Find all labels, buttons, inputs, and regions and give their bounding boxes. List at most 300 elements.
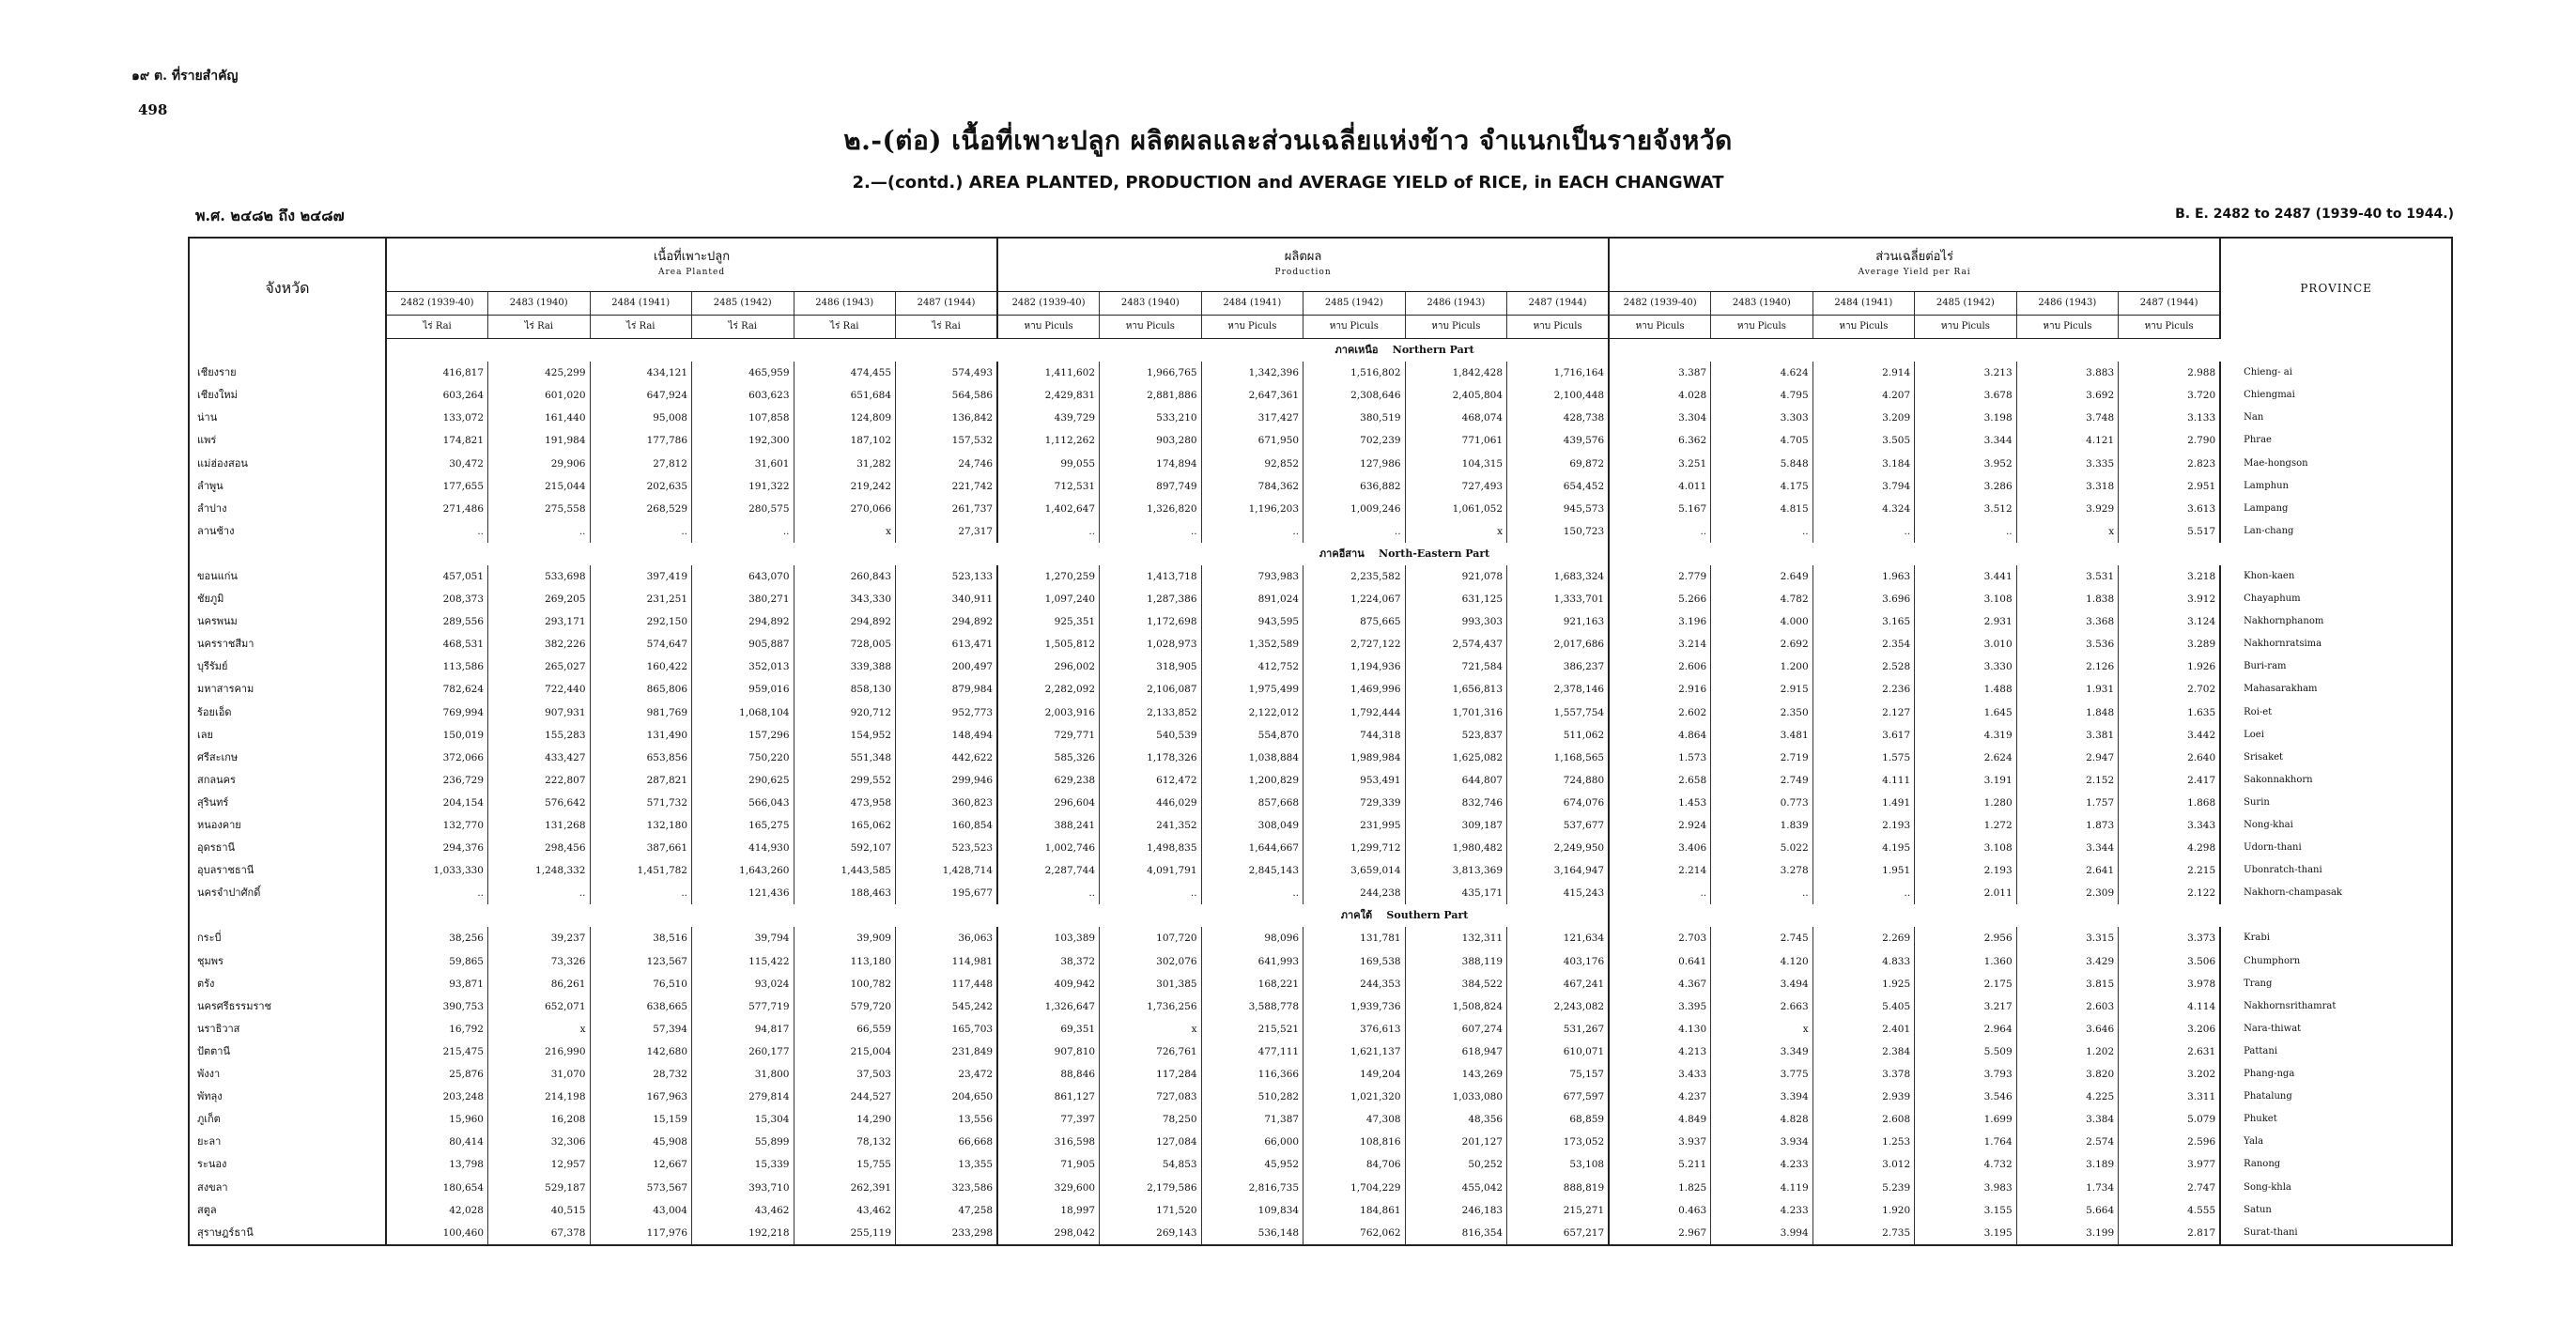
yield-cell: 4.828 [1711, 1108, 1813, 1131]
production-cell: .. [997, 882, 1100, 904]
production-cell: 308,049 [1201, 814, 1303, 837]
unit-header: หาบ Piculs [1100, 316, 1202, 339]
area-cell: 601,020 [488, 384, 591, 407]
yield-cell: 2.193 [1812, 814, 1915, 837]
production-cell: 380,519 [1303, 407, 1406, 429]
production-cell: 1,736,256 [1100, 995, 1202, 1018]
area-cell: 131,268 [488, 814, 591, 837]
province-name-th: สุรินทร์ [197, 795, 229, 809]
area-cell: 191,984 [488, 429, 591, 452]
production-cell: 702,239 [1303, 429, 1406, 452]
production-cell: 71,905 [997, 1153, 1100, 1176]
production-cell: 2,282,092 [997, 678, 1100, 701]
production-cell: 121,634 [1507, 927, 1610, 949]
yield-cell: 4.111 [1812, 769, 1915, 792]
year-header: 2487 (1944) [896, 292, 998, 316]
yield-cell: 3.429 [2016, 950, 2119, 973]
production-cell: 607,274 [1405, 1018, 1507, 1040]
table-row [189, 1176, 2452, 1198]
unit-header: หาบ Piculs [2016, 316, 2119, 339]
region-row [189, 543, 2452, 565]
table-row [189, 973, 2452, 995]
area-cell: 261,737 [896, 498, 998, 520]
yield-cell: 3.209 [1812, 407, 1915, 429]
area-cell: 468,531 [386, 633, 488, 655]
province-name-th: น่าน [197, 411, 218, 424]
area-cell: 222,807 [488, 769, 591, 792]
area-cell: 1,248,332 [488, 859, 591, 882]
yield-cell: 4.130 [1609, 1018, 1711, 1040]
area-cell: 265,027 [488, 655, 591, 678]
area-cell: 203,248 [386, 1086, 488, 1108]
unit-header: หาบ Piculs [1303, 316, 1406, 339]
yield-cell: 3.506 [2119, 950, 2221, 973]
yield-cell: 5.211 [1609, 1153, 1711, 1176]
production-cell: 412,752 [1201, 655, 1303, 678]
unit-header: หาบ Piculs [1915, 316, 2017, 339]
table-row [189, 995, 2452, 1018]
area-cell: 573,567 [590, 1176, 692, 1198]
yield-cell: 2.749 [1711, 769, 1813, 792]
yield-cell: 1.734 [2016, 1176, 2119, 1198]
yield-cell: 4.555 [2119, 1199, 2221, 1222]
production-cell: 1,038,884 [1201, 747, 1303, 769]
production-cell: 1,557,754 [1507, 701, 1610, 724]
area-cell: 457,051 [386, 565, 488, 588]
production-cell: 793,983 [1201, 565, 1303, 588]
production-cell: x [1100, 1018, 1202, 1040]
yield-cell: 3.202 [2119, 1063, 2221, 1086]
production-cell: 66,000 [1201, 1131, 1303, 1153]
production-cell: 201,127 [1405, 1131, 1507, 1153]
province-name-th: ศรีสะเกษ [197, 750, 239, 763]
area-cell: 339,388 [794, 655, 896, 678]
yield-cell: 1.360 [1915, 950, 2017, 973]
production-cell: 2,235,582 [1303, 565, 1406, 588]
yield-cell: 2.350 [1711, 701, 1813, 724]
region-spacer [189, 543, 386, 565]
area-cell: 117,976 [590, 1222, 692, 1245]
production-cell: 48,356 [1405, 1108, 1507, 1131]
area-cell: 323,586 [896, 1176, 998, 1198]
year-header: 2486 (1943) [2016, 292, 2119, 316]
area-cell: 39,909 [794, 927, 896, 949]
area-cell: 29,906 [488, 452, 591, 474]
province-name-en: Nan [2220, 407, 2452, 429]
province-th-header: จังหวัด [265, 279, 310, 298]
table-row [189, 452, 2452, 474]
yield-cell: 5.405 [1812, 995, 1915, 1018]
yield-cell: 1.575 [1812, 747, 1915, 769]
province-name-en: Srisaket [2220, 747, 2452, 769]
unit-header: ไร่ Rai [488, 316, 591, 339]
province-name-th: ตรัง [197, 977, 215, 990]
unit-header: หาบ Piculs [997, 316, 1100, 339]
table-row [189, 814, 2452, 837]
yield-cell: 3.278 [1711, 859, 1813, 882]
production-cell: 116,366 [1201, 1063, 1303, 1086]
production-cell: 98,096 [1201, 927, 1303, 949]
area-cell: 12,957 [488, 1153, 591, 1176]
yield-cell: 3.165 [1812, 610, 1915, 633]
area-cell: 244,527 [794, 1086, 896, 1108]
table-row [189, 882, 2452, 904]
yield-cell: 3.794 [1812, 475, 1915, 498]
area-cell: .. [386, 882, 488, 904]
region-label [1201, 904, 1609, 927]
production-cell: 1,683,324 [1507, 565, 1610, 588]
unit-header: ไร่ Rai [386, 316, 488, 339]
area-cell: 15,339 [692, 1153, 794, 1176]
yield-cell: 3.720 [2119, 384, 2221, 407]
area-cell: 523,133 [896, 565, 998, 588]
yield-cell: 2.401 [1812, 1018, 1915, 1040]
production-cell: 921,163 [1507, 610, 1610, 633]
production-cell: 468,074 [1405, 407, 1507, 429]
area-cell: 280,575 [692, 498, 794, 520]
production-cell: 1,326,647 [997, 995, 1100, 1018]
yield-cell: 1.280 [1915, 792, 2017, 814]
yield-cell: 2.988 [2119, 362, 2221, 384]
area-cell: 270,066 [794, 498, 896, 520]
area-cell: 215,004 [794, 1040, 896, 1063]
area-cell: 299,946 [896, 769, 998, 792]
province-name-th: แม่ฮ่องสอน [197, 456, 248, 470]
yield-cell: 2.126 [2016, 655, 2119, 678]
province-name-en: Phatalung [2220, 1086, 2452, 1108]
area-cell: 57,394 [590, 1018, 692, 1040]
area-cell: 43,462 [794, 1199, 896, 1222]
yield-cell: 2.152 [2016, 769, 2119, 792]
area-cell: 76,510 [590, 973, 692, 995]
production-cell: 744,318 [1303, 724, 1406, 747]
table-row [189, 950, 2452, 973]
province-en-header: PROVINCE [2220, 238, 2452, 339]
yield-cell: 3.815 [2016, 973, 2119, 995]
year-range-english: B. E. 2482 to 2487 (1939-40 to 1944.) [2175, 207, 2454, 222]
yield-cell: 2.602 [1609, 701, 1711, 724]
production-cell: 531,267 [1507, 1018, 1610, 1040]
area-cell: 293,171 [488, 610, 591, 633]
area-cell: .. [692, 520, 794, 543]
area-cell: 195,677 [896, 882, 998, 904]
area-cell: x [488, 1018, 591, 1040]
production-cell: 724,880 [1507, 769, 1610, 792]
area-cell: 28,732 [590, 1063, 692, 1086]
yield-cell: 4.237 [1609, 1086, 1711, 1108]
province-name-th: ระนอง [197, 1158, 227, 1171]
province-name-th: เลย [197, 728, 213, 741]
production-cell: 1,352,589 [1201, 633, 1303, 655]
production-cell: 816,354 [1405, 1222, 1507, 1245]
area-cell: 865,806 [590, 678, 692, 701]
area-cell: 66,668 [896, 1131, 998, 1153]
table-row [189, 384, 2452, 407]
production-cell: 2,017,686 [1507, 633, 1610, 655]
area-cell: 14,290 [794, 1108, 896, 1131]
area-cell: 95,008 [590, 407, 692, 429]
production-cell: 537,677 [1507, 814, 1610, 837]
yield-cell: 1.838 [2016, 588, 2119, 610]
yield-cell: 1.491 [1812, 792, 1915, 814]
area-cell: 298,456 [488, 837, 591, 859]
province-name-en: Nara-thiwat [2220, 1018, 2452, 1040]
year-header: 2487 (1944) [2119, 292, 2221, 316]
area-cell: 231,251 [590, 588, 692, 610]
area-cell: 564,586 [896, 384, 998, 407]
production-cell: 523,837 [1405, 724, 1507, 747]
production-cell: 629,238 [997, 769, 1100, 792]
production-cell: 99,055 [997, 452, 1100, 474]
production-cell: 585,326 [997, 747, 1100, 769]
production-cell: 296,002 [997, 655, 1100, 678]
yield-cell: 3.330 [1915, 655, 2017, 678]
area-cell: 25,876 [386, 1063, 488, 1086]
yield-cell: 2.631 [2119, 1040, 2221, 1063]
production-cell: 53,108 [1507, 1153, 1610, 1176]
production-cell: 2,003,916 [997, 701, 1100, 724]
production-cell: 69,872 [1507, 452, 1610, 474]
yield-cell: 5.022 [1711, 837, 1813, 859]
yield-cell: 4.849 [1609, 1108, 1711, 1131]
production-cell: 1,178,326 [1100, 747, 1202, 769]
province-name-en: Song-khla [2220, 1176, 2452, 1198]
yield-cell: 3.124 [2119, 610, 2221, 633]
province-name-en: Lan-chang [2220, 520, 2452, 543]
province-name-en: Pattani [2220, 1040, 2452, 1063]
yield-cell: 3.304 [1609, 407, 1711, 429]
yield-cell: 1.699 [1915, 1108, 2017, 1131]
area-cell: 13,355 [896, 1153, 998, 1176]
table-row [189, 407, 2452, 429]
unit-header: ไร่ Rai [590, 316, 692, 339]
yield-cell: 3.748 [2016, 407, 2119, 429]
production-cell: 729,771 [997, 724, 1100, 747]
table-row [189, 1199, 2452, 1222]
area-cell: 1,068,104 [692, 701, 794, 724]
area-cell: 100,460 [386, 1222, 488, 1245]
production-cell: 388,119 [1405, 950, 1507, 973]
yield-cell: 4.028 [1609, 384, 1711, 407]
yield-group-header [1609, 238, 2220, 292]
area-cell: 121,436 [692, 882, 794, 904]
production-cell: 69,351 [997, 1018, 1100, 1040]
area-cell: 551,348 [794, 747, 896, 769]
yield-cell: 3.189 [2016, 1153, 2119, 1176]
area-cell: 566,043 [692, 792, 794, 814]
yield-cell: 1.573 [1609, 747, 1711, 769]
production-cell: 1,704,229 [1303, 1176, 1406, 1198]
province-name-en: Nakhorn-champasak [2220, 882, 2452, 904]
area-cell: 67,378 [488, 1222, 591, 1245]
production-cell: 1,842,428 [1405, 362, 1507, 384]
production-cell: 727,493 [1405, 475, 1507, 498]
area-cell: 15,960 [386, 1108, 488, 1131]
production-cell: 467,241 [1507, 973, 1610, 995]
province-name-en: Sakonnakhorn [2220, 769, 2452, 792]
province-name-en: Mahasarakham [2220, 678, 2452, 701]
area-cell: 202,635 [590, 475, 692, 498]
area-cell: 192,218 [692, 1222, 794, 1245]
yield-cell: 2.735 [1812, 1222, 1915, 1245]
yield-cell: 1.926 [2119, 655, 2221, 678]
area-cell: 200,497 [896, 655, 998, 678]
province-name-th: นครพนม [197, 615, 238, 628]
yield-cell: 3.196 [1609, 610, 1711, 633]
province-name-en: Nakhornsrithamrat [2220, 995, 2452, 1018]
yield-cell: 4.207 [1812, 384, 1915, 407]
area-cell: 31,800 [692, 1063, 794, 1086]
province-name-th: ลำปาง [197, 501, 227, 515]
yield-cell: 3.994 [1711, 1222, 1813, 1245]
production-cell: 1,402,647 [997, 498, 1100, 520]
yield-cell: 1.848 [2016, 701, 2119, 724]
rice-statistics-table [188, 237, 2453, 1246]
region-spacer [1609, 339, 2452, 362]
province-name-en: Phang-nga [2220, 1063, 2452, 1086]
area-cell: 343,330 [794, 588, 896, 610]
production-cell: 1,172,698 [1100, 610, 1202, 633]
area-cell: 187,102 [794, 429, 896, 452]
area-cell: 114,981 [896, 950, 998, 973]
production-cell: x [1405, 520, 1507, 543]
area-cell: 47,258 [896, 1199, 998, 1222]
yield-cell: 2.384 [1812, 1040, 1915, 1063]
area-cell: 231,849 [896, 1040, 998, 1063]
yield-cell: 2.624 [1915, 747, 2017, 769]
production-cell: 1,966,765 [1100, 362, 1202, 384]
production-cell: 246,183 [1405, 1199, 1507, 1222]
region-spacer [386, 543, 1201, 565]
title-thai: ๒.-(ต่อ) เนื้อที่เพาะปลูก ผลิตผลและส่วนเฉลี่ยแห่งข้าว จำแนกเป็นรายจังหวัด [843, 125, 1733, 156]
production-cell: 435,171 [1405, 882, 1507, 904]
area-cell: 233,298 [896, 1222, 998, 1245]
production-cell: 92,852 [1201, 452, 1303, 474]
table-row [189, 1018, 2452, 1040]
area-cell: 31,282 [794, 452, 896, 474]
yield-cell: 2.215 [2119, 859, 2221, 882]
yield-cell: 4.324 [1812, 498, 1915, 520]
region-label [1201, 339, 1609, 362]
yield-cell: .. [1812, 520, 1915, 543]
yield-cell: 4.114 [2119, 995, 2221, 1018]
production-cell: 875,665 [1303, 610, 1406, 633]
production-cell: 215,271 [1507, 1199, 1610, 1222]
area-cell: 174,821 [386, 429, 488, 452]
province-name-th: พัทลุง [197, 1090, 223, 1103]
area-cell: 132,770 [386, 814, 488, 837]
area-cell: 433,427 [488, 747, 591, 769]
area-cell: 271,486 [386, 498, 488, 520]
production-cell: 1,168,565 [1507, 747, 1610, 769]
area-cell: 465,959 [692, 362, 794, 384]
area-cell: 652,071 [488, 995, 591, 1018]
yield-cell: 4.319 [1915, 724, 2017, 747]
area-cell: .. [488, 882, 591, 904]
yield-cell: 2.574 [2016, 1131, 2119, 1153]
yield-cell: 2.916 [1609, 678, 1711, 701]
production-cell: 1,792,444 [1303, 701, 1406, 724]
production-cell: 510,282 [1201, 1086, 1303, 1108]
yield-cell: 3.335 [2016, 452, 2119, 474]
yield-cell: 3.191 [1915, 769, 2017, 792]
yield-cell: 5.167 [1609, 498, 1711, 520]
production-group-th: ผลิตผล [1284, 250, 1322, 264]
yield-cell: 3.155 [1915, 1199, 2017, 1222]
province-name-en: Chieng- ai [2220, 362, 2452, 384]
area-cell: 1,443,585 [794, 859, 896, 882]
production-cell: 103,389 [997, 927, 1100, 949]
table-row [189, 1086, 2452, 1108]
yield-cell: 3.368 [2016, 610, 2119, 633]
year-header: 2484 (1941) [590, 292, 692, 316]
area-cell: 268,529 [590, 498, 692, 520]
yield-cell: 1.202 [2016, 1040, 2119, 1063]
yield-cell: 2.964 [1915, 1018, 2017, 1040]
production-cell: 215,521 [1201, 1018, 1303, 1040]
production-cell: 1,980,482 [1405, 837, 1507, 859]
production-cell: 536,148 [1201, 1222, 1303, 1245]
area-cell: 132,180 [590, 814, 692, 837]
yield-cell: 4.225 [2016, 1086, 2119, 1108]
table-row [189, 362, 2452, 384]
yield-cell: 3.883 [2016, 362, 2119, 384]
area-cell: 643,070 [692, 565, 794, 588]
yield-cell: 3.311 [2119, 1086, 2221, 1108]
region-label-th: ภาคใต้ [1340, 909, 1373, 922]
year-header: 2486 (1943) [1405, 292, 1507, 316]
yield-cell: 3.303 [1711, 407, 1813, 429]
area-cell: 571,732 [590, 792, 692, 814]
yield-cell: 2.417 [2119, 769, 2221, 792]
table-row [189, 610, 2452, 633]
yield-cell: 3.692 [2016, 384, 2119, 407]
production-cell: 729,339 [1303, 792, 1406, 814]
year-range-thai: พ.ศ. ๒๔๘๒ ถึง ๒๔๘๗ [195, 207, 345, 224]
production-cell: 1,498,835 [1100, 837, 1202, 859]
yield-cell: 2.823 [2119, 452, 2221, 474]
production-cell: 953,491 [1303, 769, 1406, 792]
province-name-th: นครศรีธรรมราช [197, 999, 272, 1012]
yield-cell: 3.394 [1711, 1086, 1813, 1108]
production-cell: 2,574,437 [1405, 633, 1507, 655]
area-cell: 473,958 [794, 792, 896, 814]
production-cell: 1,342,396 [1201, 362, 1303, 384]
production-cell: 241,352 [1100, 814, 1202, 837]
area-cell: 117,448 [896, 973, 998, 995]
area-cell: 204,154 [386, 792, 488, 814]
production-cell: 2,308,646 [1303, 384, 1406, 407]
production-cell: 388,241 [997, 814, 1100, 837]
area-cell: 188,463 [794, 882, 896, 904]
production-cell: 3,164,947 [1507, 859, 1610, 882]
area-cell: 577,719 [692, 995, 794, 1018]
province-name-en: Mae-hongson [2220, 452, 2452, 474]
production-cell: 169,538 [1303, 950, 1406, 973]
production-cell: 3,813,369 [1405, 859, 1507, 882]
yield-cell: 4.195 [1812, 837, 1915, 859]
area-cell: 981,769 [590, 701, 692, 724]
unit-header: ไร่ Rai [896, 316, 998, 339]
area-cell: 39,794 [692, 927, 794, 949]
unit-header: หาบ Piculs [2119, 316, 2221, 339]
region-spacer [189, 904, 386, 927]
area-cell: 204,650 [896, 1086, 998, 1108]
production-cell: 1,021,320 [1303, 1086, 1406, 1108]
area-cell: 155,283 [488, 724, 591, 747]
production-cell: 318,905 [1100, 655, 1202, 678]
area-cell: 651,684 [794, 384, 896, 407]
